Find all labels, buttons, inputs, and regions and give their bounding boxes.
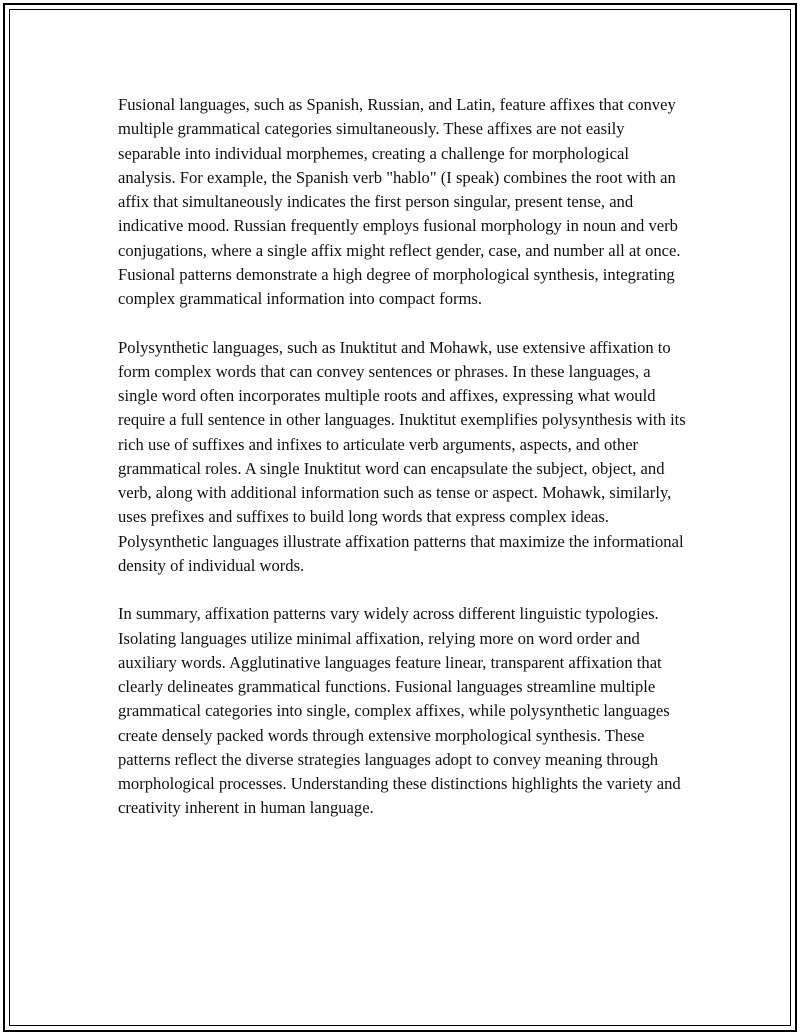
document-body xyxy=(118,93,688,845)
paragraph-fusional-languages: Fusional languages, such as Spanish, Russian, and Latin, feature affixes that convey multiple grammatical categories simultaneously. These affixes are not easily separable into individual morphemes, creating a challenge for morphological analysis. For example, the Spanish verb "hablo" (I speak) combines the root with an affix that simultaneously indicates the first person singular, present tense, and indicative mood. Russian frequently employs fusional morphology in noun and verb conjugations, where a single affix might reflect gender, case, and number all at once. Fusional patterns demonstrate a high degree of morphological synthesis, integrating complex grammatical information into compact forms. xyxy=(118,95,681,308)
paragraph-polysynthetic-languages: Polysynthetic languages, such as Inuktitut and Mohawk, use extensive affixation to form complex words that can convey sentences or phrases. In these languages, a single word often incorporates multiple roots and affixes, expressing what would require a full sentence in other languages. Inuktitut exemplifies polysynthesis with its rich use of suffixes and infixes to articulate verb arguments, aspects, and other grammatical roles. A single Inuktitut word can encapsulate the subject, object, and verb, along with additional information such as tense or aspect. Mohawk, similarly, uses prefixes and suffixes to build long words that express complex ideas. Polysynthetic languages illustrate affixation patterns that maximize the informational density of individual words. xyxy=(118,337,686,575)
paragraph-summary: In summary, affixation patterns vary widely across different linguistic typologies. Isolating languages utilize minimal affixation, relying more on word order and auxiliary words. Agglutinative languages feature linear, transparent affixation that clearly delineates grammatical functions. Fusional languages streamline multiple grammatical categories into single, complex affixes, while polysynthetic languages create densely packed words through extensive morphological synthesis. These patterns reflect the diverse strategies languages adopt to convey meaning through morphological processes. Understanding these distinctions highlights the variety and creativity inherent in human language. xyxy=(118,604,681,818)
